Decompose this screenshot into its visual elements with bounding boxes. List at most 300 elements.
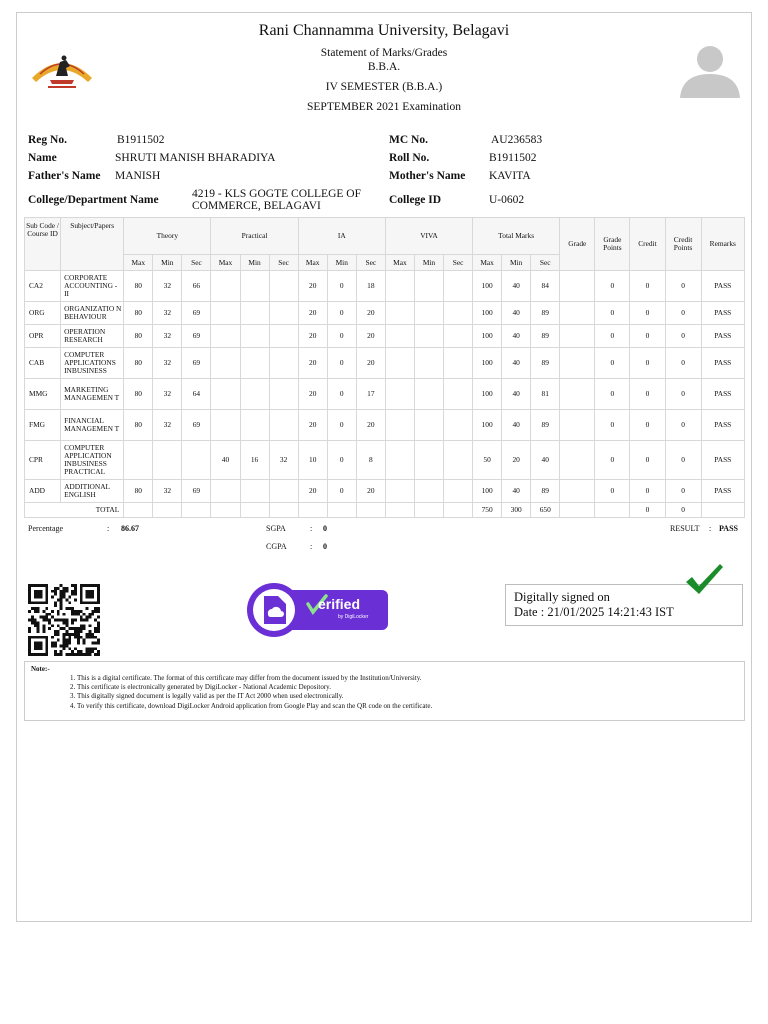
note-item: 1. This is a digital certificate. The format of this certificate may differ from the document issued by the Institution/University. — [77, 674, 432, 683]
qr-module — [91, 636, 94, 639]
notes-box — [24, 661, 745, 721]
qr-module — [97, 653, 100, 656]
name-value: SHRUTI MANISH BHARADIYA — [115, 152, 276, 164]
qr-module — [54, 650, 57, 653]
marks-table — [24, 217, 745, 518]
total-label: TOTAL — [25, 503, 124, 518]
qr-module — [51, 590, 54, 593]
theory-sec-cell: 69 — [182, 325, 211, 348]
ia-sec-cell: 8 — [356, 441, 385, 480]
qr-module — [63, 613, 66, 616]
qr-module — [63, 621, 66, 624]
qr-module — [77, 650, 80, 653]
qr-module — [71, 590, 74, 593]
qr-module — [65, 644, 68, 647]
header-theory: Theory — [124, 218, 211, 255]
practical-sec-cell: 32 — [269, 441, 298, 480]
qr-module — [86, 647, 89, 650]
qr-code-icon[interactable] — [26, 584, 102, 656]
theory-min-cell: 32 — [153, 325, 182, 348]
qr-module — [28, 627, 31, 630]
qr-module — [57, 639, 60, 642]
grade-points-cell: 0 — [595, 379, 630, 410]
credit-points-cell: 0 — [665, 441, 701, 480]
qr-module — [48, 613, 51, 616]
qr-module — [57, 624, 60, 627]
practical-sec-cell — [269, 379, 298, 410]
subheader-min: Min — [153, 255, 182, 271]
grade-points-cell: 0 — [595, 271, 630, 302]
reg-label: Reg No. — [28, 134, 67, 146]
qr-module — [65, 587, 68, 590]
practical-min-cell — [240, 271, 269, 302]
qr-module — [57, 587, 60, 590]
qr-module — [83, 639, 86, 642]
qr-module — [54, 587, 57, 590]
practical-max-cell — [211, 271, 240, 302]
ia-min-cell: 0 — [327, 379, 356, 410]
qr-module — [65, 653, 68, 656]
qr-module — [51, 596, 54, 599]
qr-module — [31, 621, 34, 624]
header-ia: IA — [298, 218, 385, 255]
viva-max-cell — [385, 271, 414, 302]
table-row — [25, 302, 745, 325]
qr-module — [60, 596, 63, 599]
total-sec-cell: 81 — [531, 379, 560, 410]
qr-module — [37, 630, 40, 633]
qr-module — [77, 642, 80, 645]
qr-module — [86, 650, 89, 653]
qr-module — [40, 616, 43, 619]
ia-sec-cell: 20 — [356, 410, 385, 441]
ia-max-cell: 20 — [298, 379, 327, 410]
qr-module — [83, 642, 86, 645]
practical-min-cell — [240, 480, 269, 503]
total-min: 300 — [502, 503, 531, 518]
viva-max-cell — [385, 441, 414, 480]
practical-min-cell — [240, 410, 269, 441]
signature-date: Date : 21/01/2025 14:21:43 IST — [514, 605, 674, 619]
qr-module — [97, 639, 100, 642]
result-colon: : — [709, 524, 712, 533]
practical-min-cell — [240, 379, 269, 410]
viva-min-cell — [414, 379, 443, 410]
roll-label: Roll No. — [389, 152, 430, 164]
credit-points-cell: 0 — [665, 379, 701, 410]
total-min-cell: 40 — [502, 379, 531, 410]
qr-module — [65, 607, 68, 610]
qr-module — [60, 590, 63, 593]
qr-module — [51, 644, 54, 647]
viva-sec-cell — [444, 348, 473, 379]
ia-min-cell: 0 — [327, 480, 356, 503]
practical-max-cell — [211, 325, 240, 348]
qr-module — [60, 607, 63, 610]
total-min-cell: 40 — [502, 271, 531, 302]
percentage-value: 86.67 — [121, 524, 139, 533]
theory-max-cell: 80 — [124, 480, 153, 503]
theory-min-cell: 32 — [153, 480, 182, 503]
qr-module — [71, 613, 74, 616]
subheader-min: Min — [240, 255, 269, 271]
viva-min-cell — [414, 348, 443, 379]
qr-module — [97, 630, 100, 633]
grade-points-cell: 0 — [595, 302, 630, 325]
credit-points-cell: 0 — [665, 271, 701, 302]
qr-module — [37, 610, 40, 613]
viva-min-cell — [414, 271, 443, 302]
theory-sec-cell: 69 — [182, 410, 211, 441]
qr-module — [48, 619, 51, 622]
credit-points-cell: 0 — [665, 302, 701, 325]
qr-module — [68, 647, 71, 650]
viva-max-cell — [385, 302, 414, 325]
qr-module — [51, 610, 54, 613]
qr-module — [48, 621, 51, 624]
credit-points-cell: 0 — [665, 410, 701, 441]
qr-module — [68, 642, 71, 645]
subject-code-cell: MMG — [25, 379, 61, 410]
qr-module — [91, 642, 94, 645]
ia-sec-cell: 20 — [356, 302, 385, 325]
qr-module — [74, 627, 77, 630]
ia-min-cell: 0 — [327, 441, 356, 480]
college-value: 4219 - KLS GOGTE COLLEGE OF COMMERCE, BELAGAVI — [192, 188, 361, 212]
credit-cell: 0 — [630, 410, 665, 441]
name-label: Name — [28, 152, 57, 164]
result-label: RESULT — [670, 524, 700, 533]
subject-code-cell: CA2 — [25, 271, 61, 302]
qr-module — [86, 653, 89, 656]
percentage-label: Percentage — [28, 524, 64, 533]
subheader-sec: Sec — [182, 255, 211, 271]
ia-max-cell: 10 — [298, 441, 327, 480]
qr-module — [63, 639, 66, 642]
qr-module — [83, 613, 86, 616]
qr-module — [88, 633, 91, 636]
remarks-cell: PASS — [701, 441, 744, 480]
qr-module — [31, 607, 34, 610]
qr-module — [57, 653, 60, 656]
qr-module — [88, 630, 91, 633]
qr-module — [60, 644, 63, 647]
qr-module — [94, 653, 97, 656]
notes-list — [65, 674, 432, 711]
subject-code-cell: ADD — [25, 480, 61, 503]
practical-sec-cell — [269, 348, 298, 379]
total-sec: 650 — [531, 503, 560, 518]
practical-min-cell — [240, 348, 269, 379]
subject-name-cell: OPERATION RESEARCH — [61, 325, 124, 348]
photo-placeholder-icon — [678, 42, 742, 98]
grade-cell — [560, 302, 595, 325]
subject-name-cell: COMPUTER APPLICATIONS INBUSINESS — [61, 348, 124, 379]
qr-module — [71, 584, 74, 587]
total-min-cell: 40 — [502, 480, 531, 503]
collegeid-value: U-0602 — [489, 194, 525, 206]
credit-cell: 0 — [630, 271, 665, 302]
subject-code-cell: CPR — [25, 441, 61, 480]
table-row — [25, 271, 745, 302]
mc-value: AU236583 — [491, 134, 543, 146]
qr-module — [45, 616, 48, 619]
qr-module — [63, 590, 66, 593]
viva-max-cell — [385, 379, 414, 410]
qr-module — [34, 607, 37, 610]
qr-module — [88, 650, 91, 653]
header-subject: Subject/Papers — [61, 218, 124, 271]
qr-module — [60, 619, 63, 622]
subheader-max: Max — [124, 255, 153, 271]
total-max-cell: 100 — [473, 348, 502, 379]
qr-module — [94, 619, 97, 622]
qr-module — [74, 593, 77, 596]
qr-module — [54, 653, 57, 656]
qr-module — [42, 610, 45, 613]
subject-code-cell: FMG — [25, 410, 61, 441]
ia-min-cell: 0 — [327, 271, 356, 302]
qr-module — [63, 636, 66, 639]
qr-module — [74, 587, 77, 590]
qr-module — [80, 624, 83, 627]
qr-module — [88, 616, 91, 619]
viva-min-cell — [414, 410, 443, 441]
theory-max-cell: 80 — [124, 325, 153, 348]
qr-module — [77, 636, 80, 639]
exam-name: SEPTEMBER 2021 Examination — [307, 101, 461, 113]
grade-cell — [560, 410, 595, 441]
credit-cell: 0 — [630, 379, 665, 410]
qr-module — [60, 627, 63, 630]
qr-module — [31, 619, 34, 622]
total-sec-cell: 40 — [531, 441, 560, 480]
practical-min-cell — [240, 302, 269, 325]
grade-cell — [560, 325, 595, 348]
ia-sec-cell: 20 — [356, 480, 385, 503]
statement-title: Statement of Marks/Grades — [320, 47, 448, 59]
qr-module — [77, 613, 80, 616]
qr-module — [45, 607, 48, 610]
credit-points-cell: 0 — [665, 325, 701, 348]
qr-module — [37, 627, 40, 630]
ia-min-cell: 0 — [327, 410, 356, 441]
qr-module — [54, 619, 57, 622]
total-max-cell: 100 — [473, 325, 502, 348]
qr-module — [28, 610, 31, 613]
qr-module — [94, 627, 97, 630]
qr-module — [48, 627, 51, 630]
ia-max-cell: 20 — [298, 271, 327, 302]
sgpa-value: 0 — [323, 524, 327, 533]
qr-module — [63, 587, 66, 590]
qr-module — [60, 653, 63, 656]
qr-module — [91, 647, 94, 650]
qr-module — [54, 590, 57, 593]
qr-module — [94, 642, 97, 645]
qr-module — [37, 621, 40, 624]
practical-max-cell — [211, 410, 240, 441]
qr-module — [65, 639, 68, 642]
total-credit: 0 — [630, 503, 665, 518]
header-code: Sub Code / Course ID — [25, 218, 61, 271]
qr-module — [63, 593, 66, 596]
subject-code-cell: OPR — [25, 325, 61, 348]
qr-module — [34, 610, 37, 613]
qr-module — [71, 633, 74, 636]
qr-module — [97, 627, 100, 630]
grade-points-cell: 0 — [595, 441, 630, 480]
practical-sec-cell — [269, 271, 298, 302]
qr-module — [57, 613, 60, 616]
qr-module — [91, 610, 94, 613]
qr-module — [83, 624, 86, 627]
theory-max-cell — [124, 441, 153, 480]
theory-max-cell: 80 — [124, 271, 153, 302]
remarks-cell: PASS — [701, 271, 744, 302]
ia-sec-cell: 20 — [356, 325, 385, 348]
verified-text: erified — [318, 596, 361, 612]
theory-sec-cell — [182, 441, 211, 480]
total-max-cell: 50 — [473, 441, 502, 480]
mother-label: Mother's Name — [389, 170, 466, 182]
qr-module — [88, 647, 91, 650]
percentage-colon: : — [107, 524, 110, 533]
sgpa-colon: : — [310, 524, 313, 533]
header-remarks: Remarks — [701, 218, 744, 271]
qr-module — [71, 610, 74, 613]
remarks-cell: PASS — [701, 480, 744, 503]
qr-module — [68, 633, 71, 636]
mc-label: MC No. — [389, 134, 428, 146]
practical-sec-cell — [269, 480, 298, 503]
qr-module — [63, 642, 66, 645]
qr-module — [45, 613, 48, 616]
table-row — [25, 480, 745, 503]
qr-module — [65, 642, 68, 645]
qr-module — [74, 636, 77, 639]
total-row — [25, 503, 745, 518]
qr-module — [68, 639, 71, 642]
qr-module — [86, 607, 89, 610]
qr-module — [88, 653, 91, 656]
practical-min-cell: 16 — [240, 441, 269, 480]
viva-max-cell — [385, 480, 414, 503]
theory-max-cell: 80 — [124, 379, 153, 410]
table-row — [25, 410, 745, 441]
ia-max-cell: 20 — [298, 302, 327, 325]
theory-min-cell: 32 — [153, 379, 182, 410]
practical-max-cell — [211, 379, 240, 410]
qr-module — [80, 650, 83, 653]
university-title: Rani Channamma University, Belagavi — [258, 22, 510, 39]
grade-cell — [560, 348, 595, 379]
practical-min-cell — [240, 325, 269, 348]
qr-module — [60, 604, 63, 607]
qr-module — [71, 619, 74, 622]
qr-module — [63, 633, 66, 636]
cgpa-value: 0 — [323, 542, 327, 551]
subject-code-cell: ORG — [25, 302, 61, 325]
viva-min-cell — [414, 302, 443, 325]
viva-sec-cell — [444, 441, 473, 480]
collegeid-label: College ID — [389, 194, 442, 206]
viva-sec-cell — [444, 410, 473, 441]
qr-module — [83, 653, 86, 656]
qr-module — [63, 644, 66, 647]
qr-module — [60, 584, 63, 587]
qr-module — [42, 630, 45, 633]
grade-points-cell: 0 — [595, 325, 630, 348]
qr-module — [28, 619, 31, 622]
qr-module — [57, 630, 60, 633]
qr-module — [74, 613, 77, 616]
total-min-cell: 20 — [502, 441, 531, 480]
ia-max-cell: 20 — [298, 348, 327, 379]
total-sec-cell: 89 — [531, 348, 560, 379]
qr-module — [88, 636, 91, 639]
total-min-cell: 40 — [502, 410, 531, 441]
qr-module — [37, 624, 40, 627]
qr-module — [86, 619, 89, 622]
qr-module — [54, 601, 57, 604]
qr-module — [86, 636, 89, 639]
qr-module — [94, 636, 97, 639]
qr-module — [65, 621, 68, 624]
qr-module — [68, 636, 71, 639]
college-label: College/Department Name — [28, 194, 159, 206]
qr-module — [83, 619, 86, 622]
qr-module — [34, 621, 37, 624]
total-max: 750 — [473, 503, 502, 518]
total-min-cell: 40 — [502, 325, 531, 348]
qr-module — [71, 650, 74, 653]
qr-module — [71, 593, 74, 596]
ia-min-cell: 0 — [327, 302, 356, 325]
ia-sec-cell: 18 — [356, 271, 385, 302]
qr-module — [94, 630, 97, 633]
qr-module — [68, 627, 71, 630]
theory-min-cell: 32 — [153, 348, 182, 379]
table-row — [25, 379, 745, 410]
theory-sec-cell: 69 — [182, 302, 211, 325]
theory-max-cell: 80 — [124, 348, 153, 379]
qr-module — [57, 598, 60, 601]
qr-module — [74, 647, 77, 650]
remarks-cell: PASS — [701, 302, 744, 325]
viva-sec-cell — [444, 302, 473, 325]
qr-module — [88, 624, 91, 627]
qr-module — [77, 630, 80, 633]
qr-module — [74, 633, 77, 636]
qr-module — [34, 619, 37, 622]
qr-module — [68, 601, 71, 604]
qr-module — [45, 619, 48, 622]
qr-module — [42, 627, 45, 630]
subheader-sec: Sec — [356, 255, 385, 271]
qr-module — [54, 593, 57, 596]
header-grade-points: Grade Points — [595, 218, 630, 271]
header-credit-points: Credit Points — [665, 218, 701, 271]
qr-module — [77, 627, 80, 630]
qr-module — [74, 590, 77, 593]
qr-module — [60, 601, 63, 604]
remarks-cell: PASS — [701, 325, 744, 348]
viva-max-cell — [385, 410, 414, 441]
qr-module — [71, 607, 74, 610]
qr-module — [80, 610, 83, 613]
qr-module — [63, 627, 66, 630]
